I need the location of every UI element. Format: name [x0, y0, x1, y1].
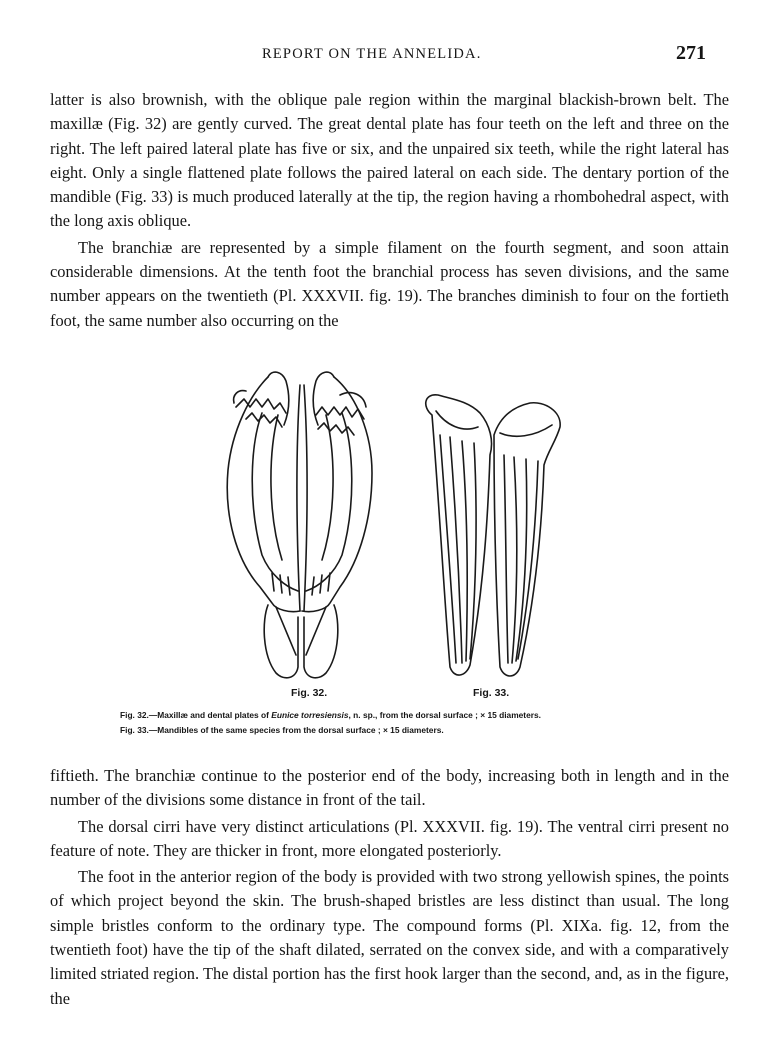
mandibles-drawing [426, 395, 560, 676]
paragraph-fiftieth: fiftieth. The branchiæ continue to the posterior end of the body, increasing both in length and in the number of the divisions some distance in front of the tail. [50, 766, 729, 810]
caption-32-species: Eunice torresiensis [271, 710, 349, 720]
caption-fig-32 [120, 710, 541, 720]
body-text-top [50, 88, 729, 333]
caption-32-prefix: Fig. 32.—Maxillæ and dental plates of [120, 710, 272, 720]
paragraph-jaws: latter is also brownish, with the oblique pale region within the marginal blackish-brown belt. The maxillæ (Fig. 32) are gently curved. The great dental plate has four teeth on the left and three on the right. The left paired lateral plate has five or six, and the unpaired six teeth, while the right lateral has eight. Only a single flattened plate follows the paired lateral on each side. The dentary portion of the mandible (Fig. 33) is much produced laterally at the tip, the region having a rhombohedral aspect, with the long axis oblique. [50, 90, 729, 231]
caption-fig-33: Fig. 33.—Mandibles of the same species from the dorsal surface ; × 15 diameters. [120, 725, 444, 735]
running-title: REPORT ON THE ANNELIDA. [262, 46, 482, 62]
fig-33-label: Fig. 33. [473, 687, 510, 699]
figure-area [0, 355, 776, 745]
fig-32-label: Fig. 32. [291, 687, 328, 699]
paragraph-foot: The foot in the anterior region of the body is provided with two strong yellowish spines, the points of which project beyond the skin. The brush-shaped bristles are less distinct than usual. The long simple bristles conform to the ordinary type. The compound forms (Pl. XIXa. fig. 12, from the twentieth foot) have the tip of the shaft dilated, serrated on the convex side, and with a comparatively limited striated region. The distal portion has the first hook larger than the second, and, as in the figure, the [50, 867, 729, 1008]
paragraph-cirri: The dorsal cirri have very distinct articulations (Pl. XXXVII. fig. 19). The ventral cirri present no feature of note. They are thicker in front, more elongated posteriorly. [50, 816, 729, 860]
running-head [0, 42, 776, 68]
maxillae-drawing [227, 372, 372, 678]
page-number: 271 [676, 42, 706, 64]
figure-drawings [0, 355, 776, 685]
caption-32-suffix: , n. sp., from the dorsal surface ; × 15 diameters. [348, 710, 541, 720]
paragraph-branchiae: The branchiæ are represented by a simple filament on the fourth segment, and soon attain considerable dimensions. At the tenth foot the branchial process has seven divisions, and the same number appears on the twentieth (Pl. XXXVII. fig. 19). The branches diminish to four on the fortieth foot, the same number also occurring on the [50, 237, 729, 330]
body-text-bottom [50, 764, 729, 1011]
